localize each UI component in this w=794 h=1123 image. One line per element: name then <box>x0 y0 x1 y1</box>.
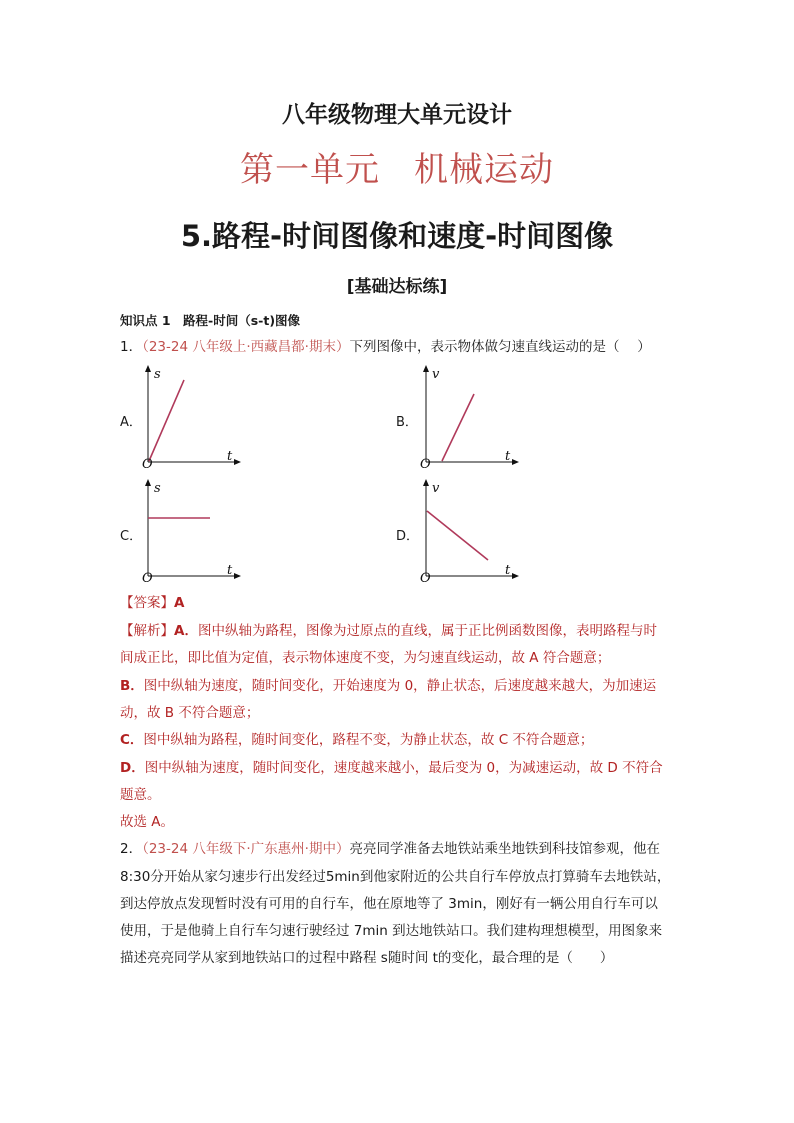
section-title: [基础达标练] <box>346 277 448 297</box>
axis-y-label: s <box>154 367 161 382</box>
knowledge-point: 知识点 1 路程-时间（s-t)图像 <box>120 313 301 328</box>
q2-stem: 2．（23-24 八年级下·广东惠州·期中）亮亮同学准备去地铁站乘坐地铁到科技馆参观，他在 <box>120 841 660 857</box>
x-axis-arrow <box>512 459 519 465</box>
analysis-line: B．图中纵轴为速度，随时间变化，开始速度为 0，静止状态，后速度越来越大，为加速运 <box>120 678 657 694</box>
axis-x-label: t <box>505 449 511 464</box>
x-axis-arrow <box>512 573 519 579</box>
option-d-label: D． <box>396 529 420 544</box>
q1-source: （23-24 八年级上·西藏昌都·期末） <box>142 339 350 355</box>
graph-d <box>416 476 526 586</box>
analysis-line: D．图中纵轴为速度，随时间变化，速度越来越小，最后变为 0，为减速运动，故 D 不符合 <box>120 760 663 776</box>
q2-line: 到达停放点发现暂时没有可用的自行车，他在原地等了 3min，刚好有一辆公用自行车可以 <box>120 896 658 912</box>
axis-x-label: t <box>227 449 233 464</box>
x-axis-arrow <box>234 573 241 579</box>
q2-line: 使用，于是他骑上自行车匀速行驶经过 7min 到达地铁站口。我们建构理想模型，用图象来 <box>120 923 663 939</box>
y-axis-arrow <box>145 479 151 486</box>
graph-line-b <box>442 394 474 461</box>
answer-value: A <box>174 595 185 611</box>
analysis-line: 题意。 <box>120 787 161 803</box>
unit-number: 第一单元 <box>240 150 380 190</box>
option-c-label: C． <box>120 529 143 544</box>
x-axis-arrow <box>234 459 241 465</box>
y-axis-arrow <box>423 365 429 372</box>
option-b-label: B． <box>396 415 418 430</box>
axis-y-label: v <box>432 481 440 496</box>
q1-answer <box>120 590 680 617</box>
q2-number: 2． <box>120 841 143 857</box>
q1-number: 1． <box>120 339 143 355</box>
analysis-line: 动，故 B 不符合题意； <box>120 705 260 721</box>
graph-line-a <box>149 380 184 461</box>
analysis-line: 【解析】A．图中纵轴为路程，图像为过原点的直线，属于正比例函数图像，表明路程与时 <box>120 623 657 639</box>
graph-line-d <box>427 511 488 560</box>
origin-label: O <box>142 457 153 472</box>
answer-tag: 【答案】 <box>120 595 174 611</box>
analysis-tag: 【解析】 <box>120 623 174 639</box>
q1-stem <box>120 334 680 361</box>
q1-question: 下列图像中，表示物体做匀速直线运动的是（ ） <box>349 339 651 355</box>
y-axis-arrow <box>145 365 151 372</box>
axis-x-label: t <box>227 563 233 578</box>
q2-source: （23-24 八年级下·广东惠州·期中） <box>142 841 350 857</box>
graph-b <box>416 362 526 472</box>
axis-x-label: t <box>505 563 511 578</box>
origin-label: O <box>420 571 431 586</box>
analysis-line: 故选 A。 <box>120 814 175 830</box>
y-axis-arrow <box>423 479 429 486</box>
analysis-line: 间成正比，即比值为定值，表示物体速度不变，为匀速直线运动，故 A 符合题意； <box>120 650 611 666</box>
analysis-line: C．图中纵轴为路程，随时间变化，路程不变，为静止状态，故 C 不符合题意； <box>120 732 594 748</box>
course-title: 八年级物理大单元设计 <box>282 102 512 128</box>
origin-label: O <box>142 571 153 586</box>
q2-line: 描述亮亮同学从家到地铁站口的过程中路程 s随时间 t的变化，最合理的是（ ） <box>120 950 614 966</box>
option-a-label: A． <box>120 415 142 430</box>
axis-y-label: s <box>154 481 161 496</box>
unit-name: 机械运动 <box>414 150 554 190</box>
graph-a <box>138 362 248 472</box>
unit-title <box>0 142 794 191</box>
origin-label: O <box>420 457 431 472</box>
q2-line: 8:30分开始从家匀速步行出发经过5min到他家附近的公共自行车停放点打算骑车去地铁站， <box>120 869 671 885</box>
axis-y-label: v <box>432 367 440 382</box>
lesson-title: 5.路程-时间图像和速度-时间图像 <box>180 219 614 253</box>
graph-c <box>138 476 248 586</box>
